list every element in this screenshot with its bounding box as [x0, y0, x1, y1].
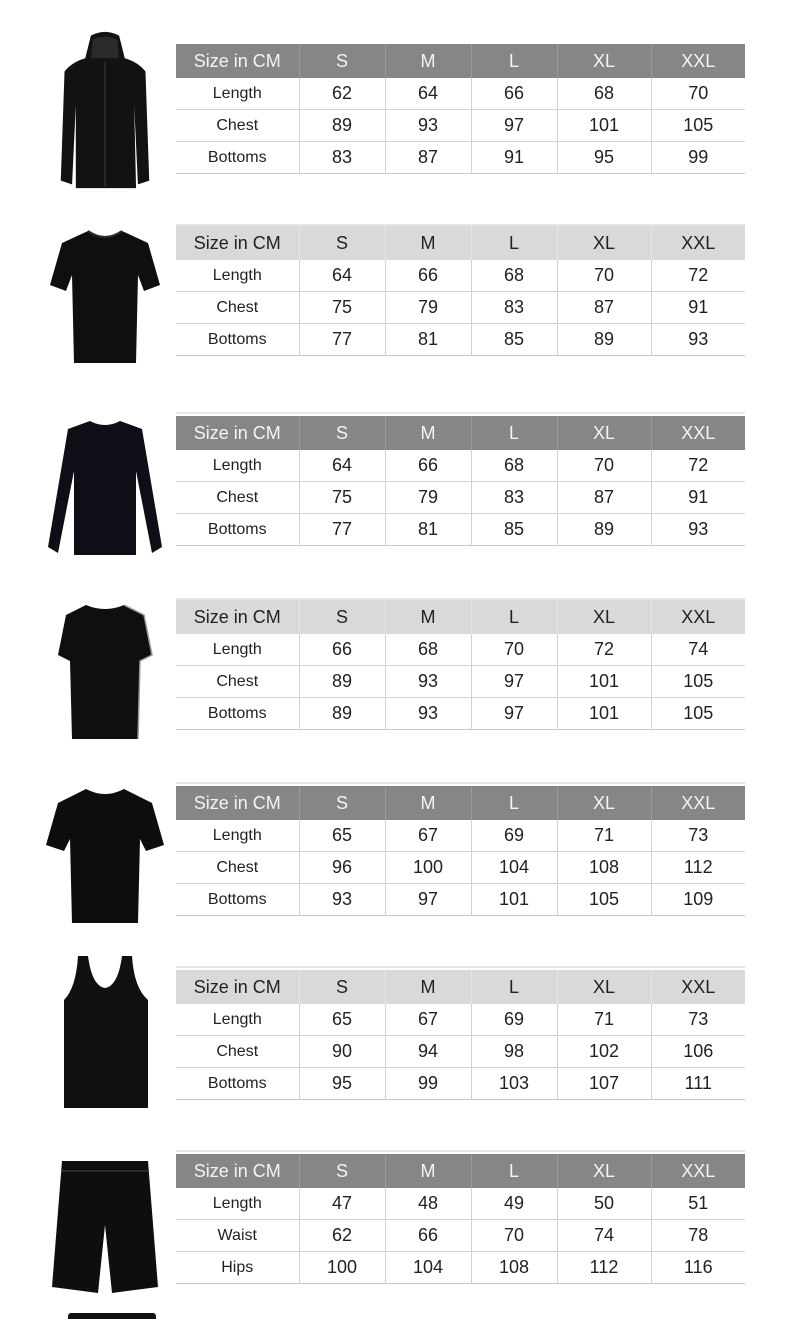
size-table: [176, 44, 745, 174]
cell: 89: [299, 666, 385, 698]
cell: 74: [557, 1220, 651, 1252]
cell: 101: [471, 884, 557, 916]
row-label: Chest: [176, 666, 299, 698]
cell: 83: [299, 142, 385, 174]
cell: 99: [385, 1068, 471, 1100]
long-sleeve-shirt-icon: [40, 410, 170, 570]
cell: 83: [471, 292, 557, 324]
hooded-jacket-image: [40, 30, 170, 190]
row-label: Hips: [176, 1252, 299, 1284]
cell: 47: [299, 1188, 385, 1220]
size-xxl: XXL: [651, 416, 745, 450]
cell: 97: [471, 698, 557, 730]
cell: 66: [385, 450, 471, 482]
cell: 66: [299, 634, 385, 666]
size-table: [176, 600, 745, 730]
header-label: Size in CM: [193, 976, 281, 997]
size-m: M: [385, 416, 471, 450]
cell: 97: [471, 666, 557, 698]
cell: 108: [557, 852, 651, 884]
row-label: Bottoms: [176, 1068, 299, 1100]
cell: 112: [651, 852, 745, 884]
size-header-row: [176, 970, 745, 1004]
cell: 85: [471, 324, 557, 356]
cell: 68: [471, 450, 557, 482]
size-xxl: XXL: [651, 600, 745, 634]
next-garment-edge: [68, 1313, 156, 1319]
size-m: M: [385, 970, 471, 1004]
cell: 104: [385, 1252, 471, 1284]
size-xxl: XXL: [651, 1154, 745, 1188]
size-xxl: XXL: [651, 786, 745, 820]
cell: 64: [299, 450, 385, 482]
size-xl: XL: [557, 416, 651, 450]
size-xxl: XXL: [651, 970, 745, 1004]
row-label: Bottoms: [176, 698, 299, 730]
shorts-icon: [40, 1150, 170, 1310]
cell: 83: [471, 482, 557, 514]
cell: 97: [385, 884, 471, 916]
cell: 73: [651, 820, 745, 852]
table-row: [176, 1252, 745, 1284]
cell: 93: [651, 514, 745, 546]
table-row: [176, 324, 745, 356]
row-label: Bottoms: [176, 514, 299, 546]
cell: 90: [299, 1036, 385, 1068]
size-section-long-sleeve: [0, 390, 800, 570]
size-xxl: XXL: [651, 226, 745, 260]
table-row: [176, 1036, 745, 1068]
cell: 95: [557, 142, 651, 174]
tank-top-icon: [40, 952, 170, 1112]
row-label: Length: [212, 1010, 262, 1028]
size-header-row: [176, 1154, 745, 1188]
size-xxl: XXL: [651, 44, 745, 78]
cell: 67: [385, 1004, 471, 1036]
row-label: Chest: [176, 482, 299, 514]
cell: 75: [299, 482, 385, 514]
row-label: Chest: [176, 852, 299, 884]
table-row: [176, 666, 745, 698]
row-label: Length: [212, 640, 262, 658]
long-sleeve-shirt-image: [40, 410, 170, 570]
cell: 112: [557, 1252, 651, 1284]
cell: 49: [471, 1188, 557, 1220]
size-l: L: [471, 226, 557, 260]
size-header-row: [176, 600, 745, 634]
table-row: [176, 142, 745, 174]
size-s: S: [299, 1154, 385, 1188]
cell: 89: [299, 110, 385, 142]
cell: 78: [651, 1220, 745, 1252]
cell: 73: [651, 1004, 745, 1036]
row-label: Waist: [176, 1220, 299, 1252]
cell: 104: [471, 852, 557, 884]
size-section-compression-tshirt: [0, 198, 800, 378]
header-label: Size in CM: [193, 50, 281, 71]
table-row: [176, 1188, 745, 1220]
compression-tshirt-icon: [40, 220, 170, 380]
header-label: Size in CM: [193, 606, 281, 627]
row-label: Length: [212, 84, 262, 102]
row-label: Bottoms: [176, 142, 299, 174]
row-label: Bottoms: [176, 324, 299, 356]
cell: 51: [651, 1188, 745, 1220]
cell: 64: [299, 260, 385, 292]
cell: 79: [385, 482, 471, 514]
size-header-row: [176, 44, 745, 78]
row-label: Chest: [176, 292, 299, 324]
size-header-row: [176, 226, 745, 260]
table-top-strip: [176, 966, 745, 968]
cell: 65: [299, 1004, 385, 1036]
size-xl: XL: [557, 600, 651, 634]
size-section-loose-tshirt: [0, 764, 800, 944]
cell: 105: [651, 698, 745, 730]
table-row: [176, 260, 745, 292]
table-row: [176, 852, 745, 884]
cell: 91: [651, 292, 745, 324]
table-top-strip: [176, 782, 745, 784]
size-l: L: [471, 416, 557, 450]
cell: 77: [299, 324, 385, 356]
cell: 74: [651, 634, 745, 666]
cell: 105: [651, 110, 745, 142]
cell: 70: [471, 634, 557, 666]
cell: 65: [299, 820, 385, 852]
cell: 101: [557, 666, 651, 698]
size-l: L: [471, 600, 557, 634]
size-m: M: [385, 44, 471, 78]
cell: 69: [471, 820, 557, 852]
size-s: S: [299, 226, 385, 260]
table-row: [176, 884, 745, 916]
cell: 89: [557, 324, 651, 356]
cell: 71: [557, 820, 651, 852]
cell: 103: [471, 1068, 557, 1100]
cell: 93: [385, 110, 471, 142]
size-xl: XL: [557, 226, 651, 260]
cell: 105: [651, 666, 745, 698]
size-m: M: [385, 786, 471, 820]
table-row: [176, 1220, 745, 1252]
size-xl: XL: [557, 786, 651, 820]
table-row: [176, 634, 745, 666]
cell: 87: [385, 142, 471, 174]
row-label: Chest: [176, 1036, 299, 1068]
cell: 79: [385, 292, 471, 324]
cell: 107: [557, 1068, 651, 1100]
cell: 93: [651, 324, 745, 356]
size-l: L: [471, 786, 557, 820]
cell: 68: [385, 634, 471, 666]
cell: 66: [471, 78, 557, 110]
cell: 68: [471, 260, 557, 292]
size-table: [176, 226, 745, 356]
cell: 102: [557, 1036, 651, 1068]
shorts-image: [40, 1150, 170, 1310]
size-header-row: [176, 786, 745, 820]
cell: 66: [385, 260, 471, 292]
sleeveless-shirt-icon: [40, 594, 170, 754]
table-top-strip: [176, 412, 745, 414]
cell: 70: [557, 260, 651, 292]
cell: 101: [557, 110, 651, 142]
cell: 111: [651, 1068, 745, 1100]
cell: 100: [385, 852, 471, 884]
table-row: [176, 482, 745, 514]
header-label: Size in CM: [193, 422, 281, 443]
table-row: [176, 1004, 745, 1036]
cell: 67: [385, 820, 471, 852]
cell: 93: [385, 698, 471, 730]
loose-tshirt-image: [40, 778, 170, 938]
size-m: M: [385, 1154, 471, 1188]
size-l: L: [471, 1154, 557, 1188]
size-m: M: [385, 226, 471, 260]
cell: 91: [651, 482, 745, 514]
cell: 71: [557, 1004, 651, 1036]
cell: 70: [557, 450, 651, 482]
cell: 81: [385, 324, 471, 356]
cell: 72: [557, 634, 651, 666]
tank-top-image: [40, 952, 170, 1112]
size-l: L: [471, 970, 557, 1004]
cell: 85: [471, 514, 557, 546]
header-label: Size in CM: [193, 232, 281, 253]
size-section-shorts: [0, 1134, 800, 1314]
cell: 96: [299, 852, 385, 884]
size-table: [176, 970, 745, 1100]
loose-tshirt-icon: [40, 778, 170, 938]
cell: 97: [471, 110, 557, 142]
cell: 93: [385, 666, 471, 698]
cell: 89: [557, 514, 651, 546]
cell: 87: [557, 482, 651, 514]
header-label: Size in CM: [193, 1160, 281, 1181]
table-row: [176, 292, 745, 324]
size-header-row: [176, 416, 745, 450]
cell: 105: [557, 884, 651, 916]
cell: 66: [385, 1220, 471, 1252]
cell: 48: [385, 1188, 471, 1220]
size-xl: XL: [557, 1154, 651, 1188]
cell: 70: [471, 1220, 557, 1252]
header-label: Size in CM: [193, 792, 281, 813]
size-table: [176, 416, 745, 546]
size-m: M: [385, 600, 471, 634]
sleeveless-shirt-image: [40, 594, 170, 754]
table-row: [176, 110, 745, 142]
cell: 72: [651, 450, 745, 482]
size-section-hooded-jacket: [0, 30, 800, 210]
cell: 64: [385, 78, 471, 110]
cell: 62: [299, 78, 385, 110]
cell: 89: [299, 698, 385, 730]
cell: 81: [385, 514, 471, 546]
table-row: [176, 698, 745, 730]
cell: 93: [299, 884, 385, 916]
size-l: L: [471, 44, 557, 78]
row-label: Length: [212, 1194, 262, 1212]
cell: 50: [557, 1188, 651, 1220]
row-label: Length: [212, 826, 262, 844]
cell: 98: [471, 1036, 557, 1068]
cell: 116: [651, 1252, 745, 1284]
row-label: Bottoms: [176, 884, 299, 916]
table-row: [176, 450, 745, 482]
table-row: [176, 78, 745, 110]
cell: 91: [471, 142, 557, 174]
size-s: S: [299, 970, 385, 1004]
cell: 106: [651, 1036, 745, 1068]
cell: 75: [299, 292, 385, 324]
table-top-strip: [176, 1150, 745, 1152]
cell: 62: [299, 1220, 385, 1252]
cell: 101: [557, 698, 651, 730]
table-row: [176, 1068, 745, 1100]
cell: 68: [557, 78, 651, 110]
size-s: S: [299, 416, 385, 450]
size-xl: XL: [557, 970, 651, 1004]
cell: 87: [557, 292, 651, 324]
size-s: S: [299, 786, 385, 820]
cell: 72: [651, 260, 745, 292]
size-s: S: [299, 44, 385, 78]
cell: 69: [471, 1004, 557, 1036]
cell: 109: [651, 884, 745, 916]
row-label: Length: [212, 266, 262, 284]
table-row: [176, 820, 745, 852]
cell: 100: [299, 1252, 385, 1284]
size-table: [176, 786, 745, 916]
size-s: S: [299, 600, 385, 634]
cell: 99: [651, 142, 745, 174]
hooded-jacket-icon: [40, 30, 170, 190]
table-row: [176, 514, 745, 546]
size-section-sleeveless: [0, 578, 800, 758]
compression-tshirt-image: [40, 220, 170, 380]
cell: 94: [385, 1036, 471, 1068]
size-table: [176, 1154, 745, 1284]
cell: 70: [651, 78, 745, 110]
row-label: Length: [212, 456, 262, 474]
row-label: Chest: [176, 110, 299, 142]
size-section-tank-top: [0, 948, 800, 1128]
cell: 77: [299, 514, 385, 546]
cell: 108: [471, 1252, 557, 1284]
size-xl: XL: [557, 44, 651, 78]
cell: 95: [299, 1068, 385, 1100]
